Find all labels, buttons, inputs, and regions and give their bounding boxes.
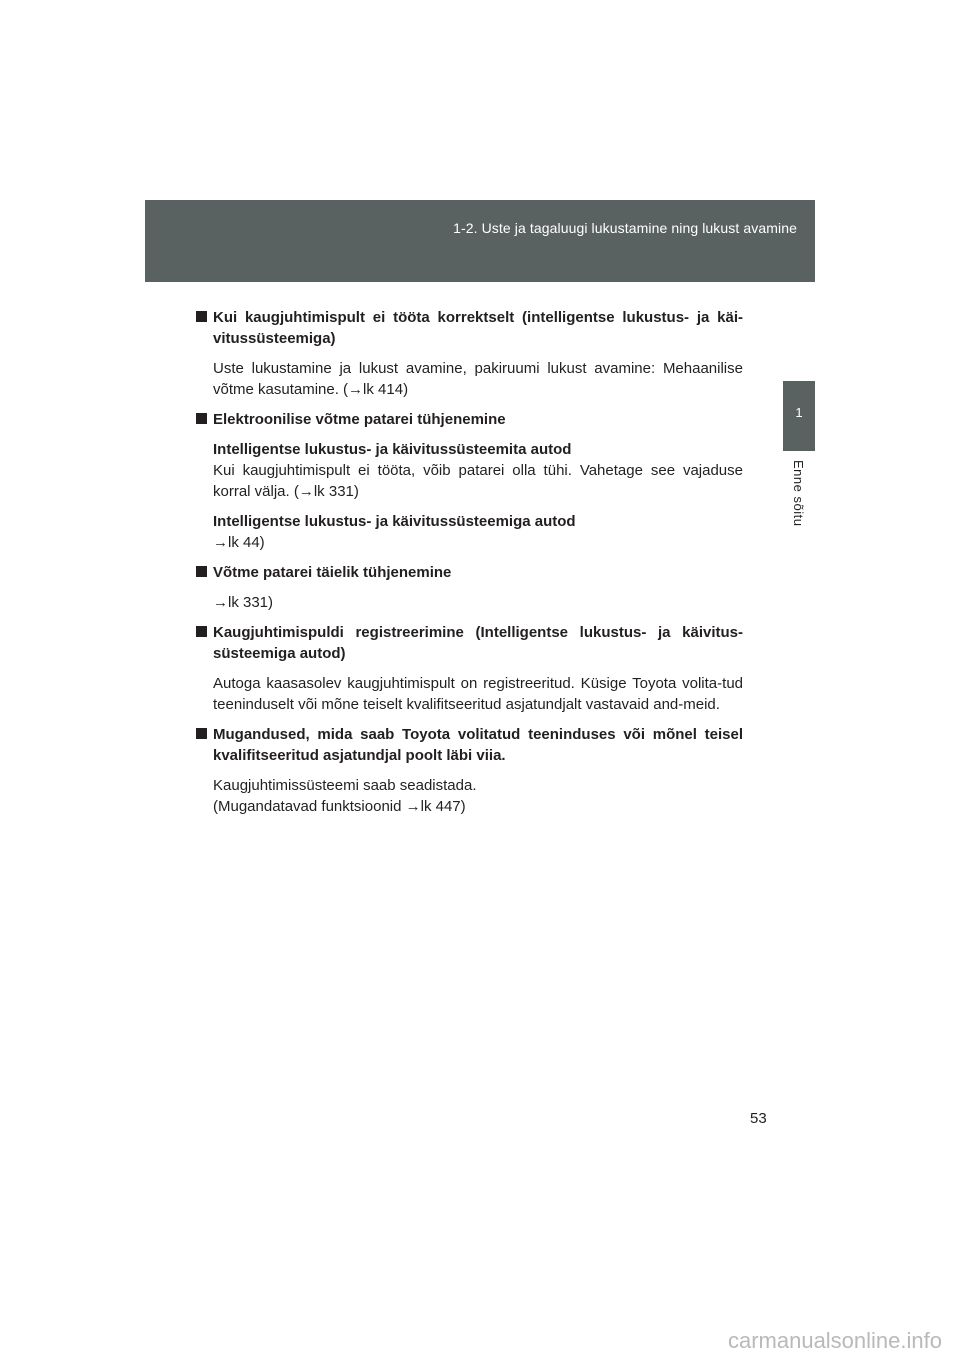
- square-bullet-icon: [196, 728, 207, 739]
- square-bullet-icon: [196, 311, 207, 322]
- section-customizations: [213, 724, 743, 817]
- square-bullet-icon: [196, 626, 207, 637]
- chapter-header-title: 1-2. Uste ja tagaluugi lukustamine ning lukust avamine: [453, 220, 797, 236]
- page-content: [213, 307, 743, 826]
- section-battery-depletion: [213, 409, 743, 553]
- section-paragraph-line: Kaugjuhtimissüsteemi saab seadistada.: [213, 777, 477, 794]
- subsection-heading: Intelligentse lukustus- ja käivitussüsteemiga autod: [213, 513, 576, 530]
- chapter-side-label: Enne sõitu: [791, 460, 806, 527]
- section-heading: Võtme patarei täielik tühjenemine: [213, 564, 452, 581]
- subsection-paragraph: →lk 44): [213, 534, 265, 551]
- subsection-heading: Intelligentse lukustus- ja käivitussüsteemita autod: [213, 441, 572, 458]
- watermark: carmanualsonline.info: [727, 1328, 942, 1353]
- section-full-depletion: [213, 562, 743, 613]
- section-heading: Mugandused, mida saab Toyota volitatud teeninduses või mõnel teisel kvalifitseeritud asjatundjal poolt läbi viia.: [213, 726, 743, 764]
- section-remote-registration: [213, 622, 743, 715]
- section-paragraph: →lk 331): [213, 594, 274, 611]
- section-paragraph: Uste lukustamine ja lukust avamine, pakiruumi lukust avamine: Mehaanilise võtme kasutamine. (→lk 414): [213, 360, 743, 398]
- section-paragraph-line: (Mugandatavad funktsioonid →lk 447): [213, 798, 466, 815]
- section-heading: Elektroonilise võtme patarei tühjenemine: [213, 411, 506, 428]
- square-bullet-icon: [196, 566, 207, 577]
- chapter-header-band: [145, 200, 815, 282]
- section-remote-malfunction: [213, 307, 743, 400]
- section-paragraph: Autoga kaasasolev kaugjuhtimispult on registreeritud. Küsige Toyota volita-tud teeninduselt või mõne teiselt kvalifitseeritud asjatundjalt vastavaid and-meid.: [213, 675, 743, 713]
- page-number: 53: [750, 1110, 767, 1127]
- square-bullet-icon: [196, 413, 207, 424]
- chapter-number: 1: [795, 405, 803, 420]
- section-heading: Kui kaugjuhtimispult ei tööta korrektselt (intelligentse lukustus- ja käi-vitussüsteemiga): [213, 309, 743, 347]
- subsection-paragraph: Kui kaugjuhtimispult ei tööta, võib patarei olla tühi. Vahetage see vajaduse korral välja. (→lk 331): [213, 462, 743, 500]
- section-heading: Kaugjuhtimispuldi registreerimine (Intelligentse lukustus- ja käivitus-süsteemiga autod): [213, 624, 743, 662]
- chapter-side-tab: [783, 381, 815, 451]
